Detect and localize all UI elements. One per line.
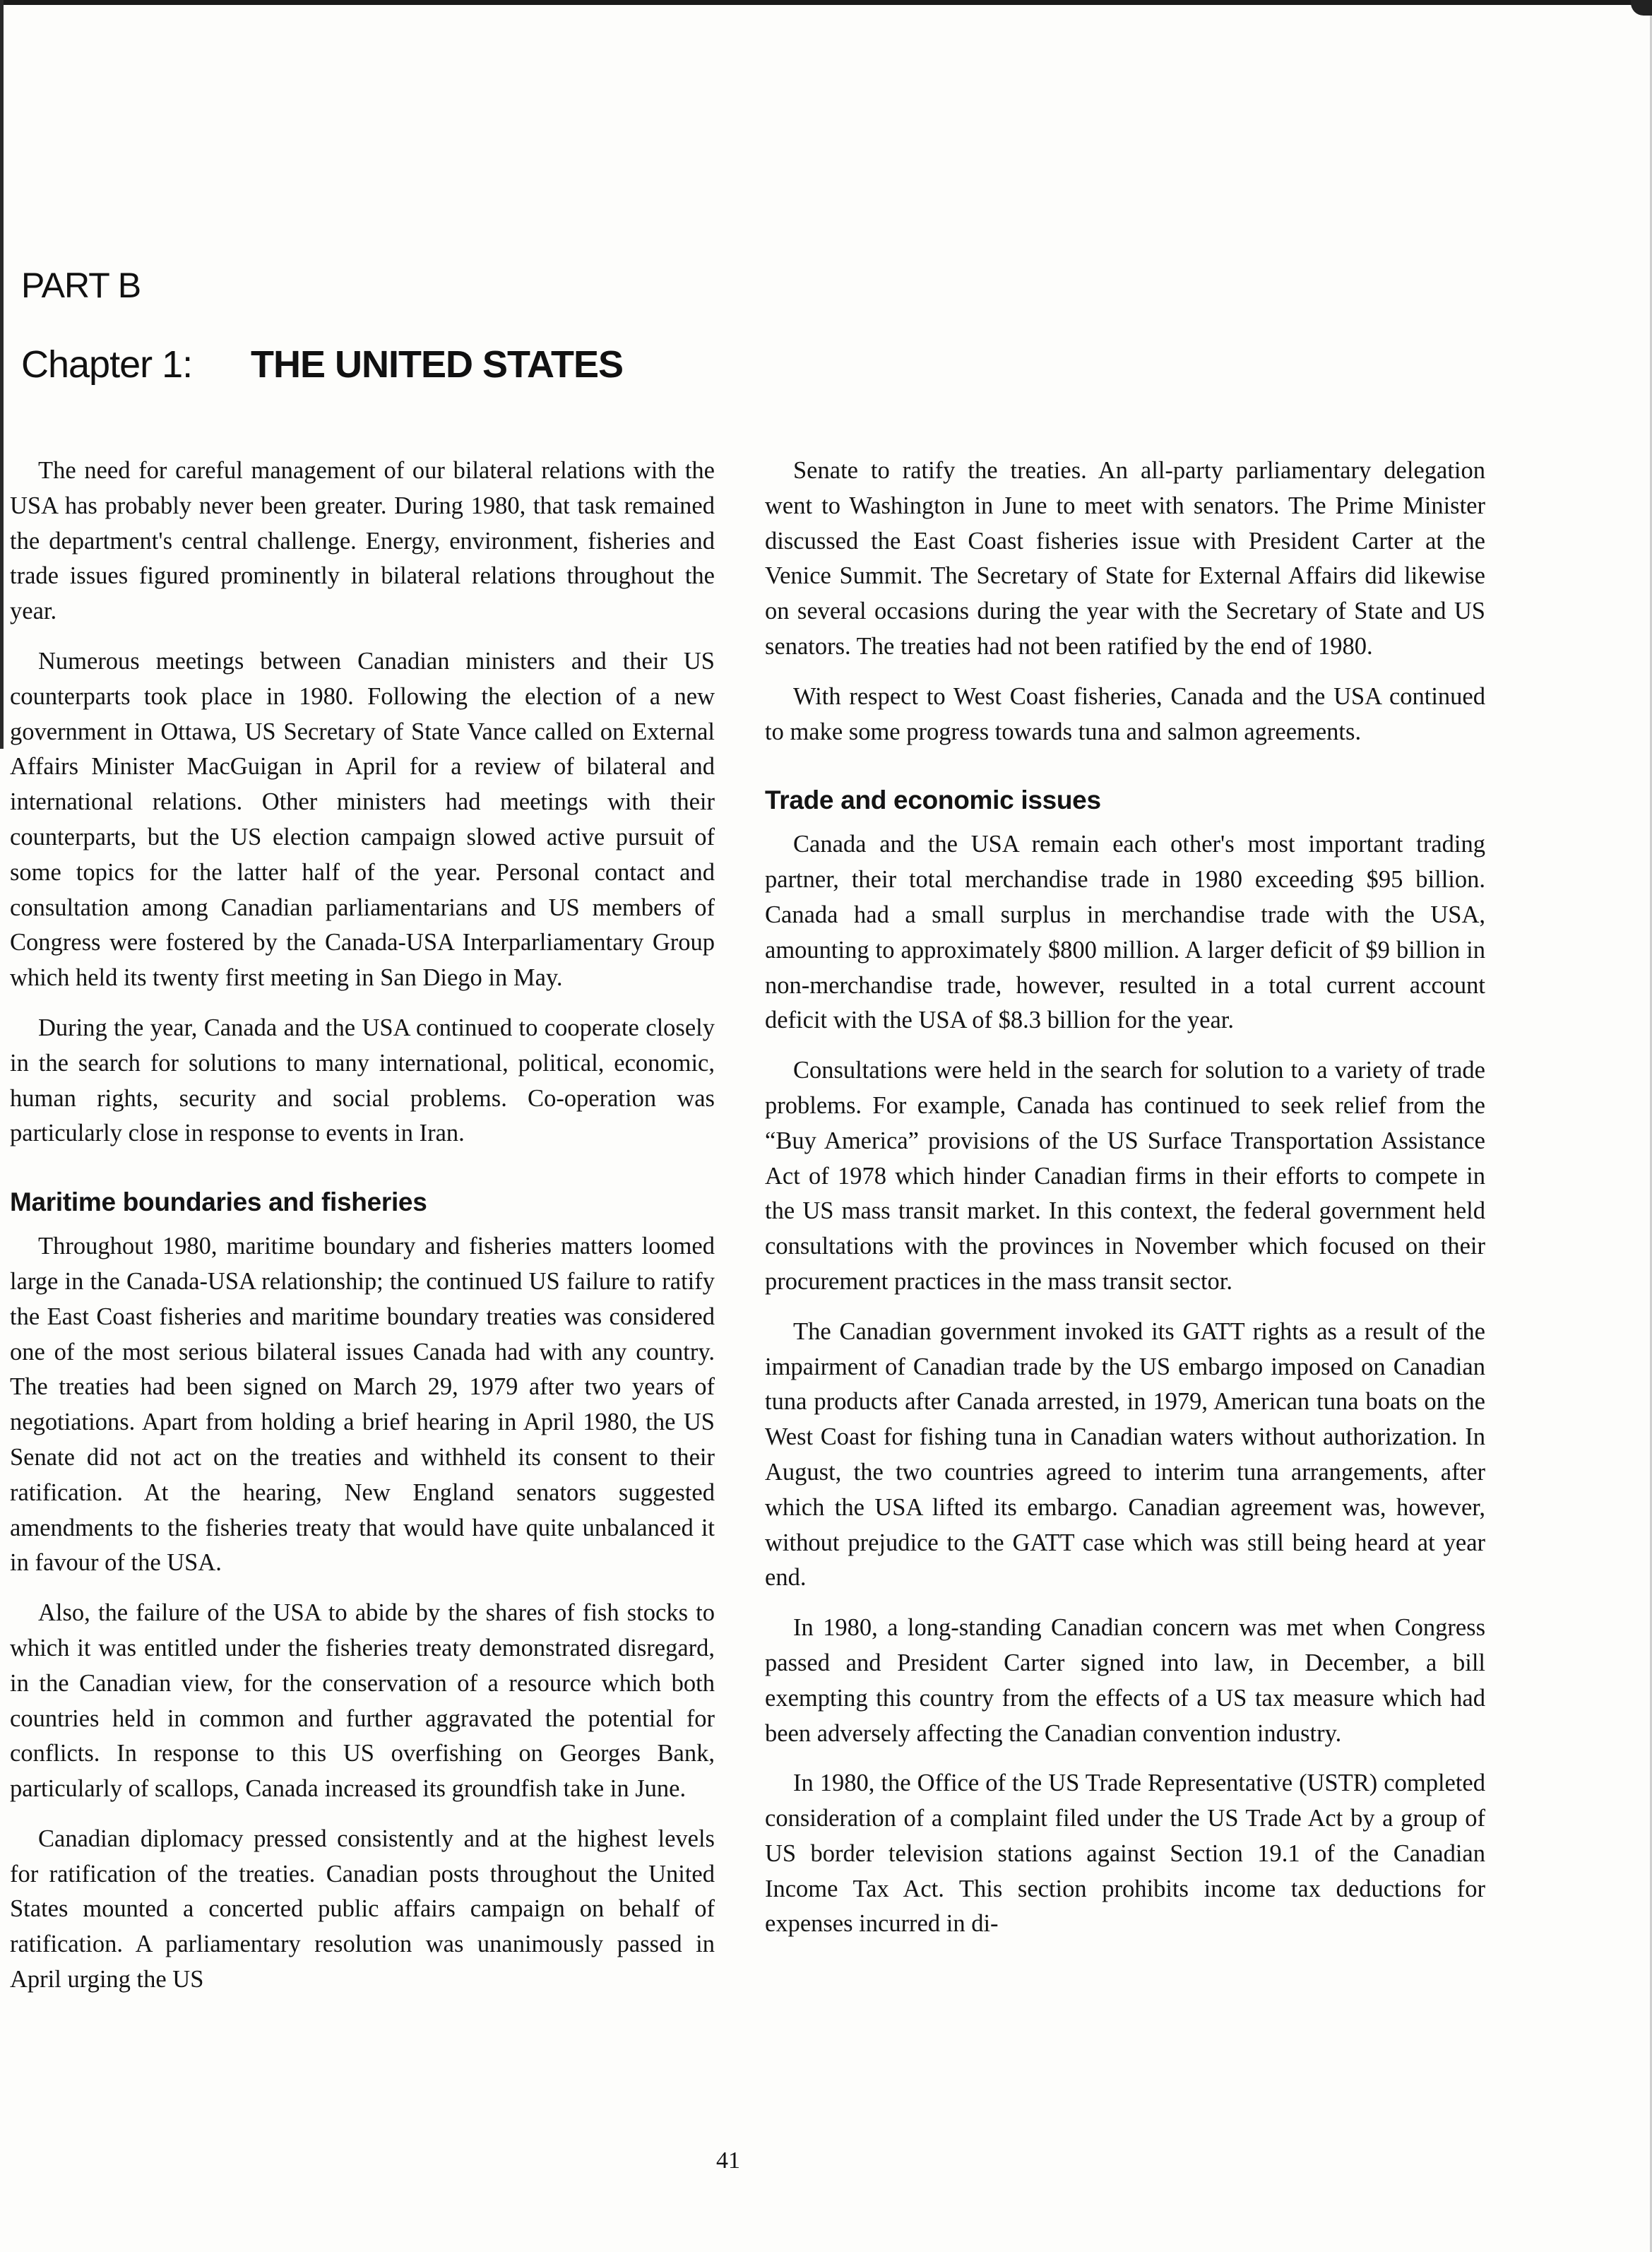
part-label: PART B [21, 266, 141, 305]
paragraph: Senate to ratify the treaties. An all-party parliamentary delegation went to Washington in June to meet with senators. The Prime Minister discussed the East Coast fisheries issue with President Carter at the Venice Summit. The Secretary of State for External Affairs did likewise on several occasions during the year with the Secretary of State and US senators. The treaties had not been ratified by the end of 1980. [765, 457, 1485, 660]
scan-edge-left [0, 0, 4, 749]
paragraph: Also, the failure of the USA to abide by the shares of fish stocks to which it was entitled under the fisheries treaty demonstrated disregard, in the Canadian view, for the conservation of a resource which both countries held in common and further aggravated the potential for conflicts. In response to this US overfishing on Georges Bank, particularly of scallops, Canada increased its groundfish take in June. [10, 1599, 715, 1803]
paragraph: Consultations were held in the search for solution to a variety of trade problems. For example, Canada has continued to seek relief from the “Buy America” provisions of the US Surface Transportation Assistance Act of 1978 which hinder Canadian firms in their efforts to compete in the US mass transit market. In this context, the federal government held consultations with the provinces in November which focused on their procurement practices in the mass transit sector. [765, 1057, 1485, 1295]
paragraph: Numerous meetings between Canadian ministers and their US counterparts took place in 1980. Following the election of a new government in Ottawa, US Secretary of State Vance called on External Affairs Minister MacGuigan in April for a review of bilateral and international relations. Other ministers had meetings with their counterparts, but the US election campaign slowed active pursuit of some topics for the latter half of the year. Personal contact and consultation among Canadian parliamentarians and US members of Congress were fostered by the Canada-USA Interparliamentary Group which held its twenty first meeting in San Diego in May. [10, 647, 715, 992]
paragraph: With respect to West Coast fisheries, Canada and the USA continued to make some progress towards tuna and salmon agreements. [765, 682, 1485, 745]
right-column [765, 454, 1485, 1957]
chapter-heading [21, 343, 623, 386]
paragraph: Canada and the USA remain each other's most important trading partner, their total merchandise trade in 1980 exceeding $95 billion. Canada had a small surplus in merchandise trade with the USA, amounting to approximately $800 million. A larger deficit of $9 billion in non-merchandise trade, however, resulted in a total current account deficit with the USA of $8.3 billion for the year. [765, 831, 1485, 1034]
paragraph: Throughout 1980, maritime boundary and fisheries matters loomed large in the Canada-USA relationship; the continued US failure to ratify the East Coast fisheries and maritime boundary treaties was considered one of the most serious bilateral issues Canada had with any country. The treaties had been signed on March 29, 1979 after two years of negotiations. Apart from holding a brief hearing in April 1980, the US Senate did not act on the treaties and withheld its consent to their ratification. At the hearing, New England senators suggested amendments to the fisheries treaty that would have quite unbalanced it in favour of the USA. [10, 1233, 715, 1577]
chapter-number: Chapter 1: [21, 343, 193, 386]
paragraph: In 1980, a long-standing Canadian concern was met when Congress passed and President Carter signed into law, in December, a bill exempting this country from the effects of a US tax measure which had been adversely affecting the Canadian convention industry. [765, 1614, 1485, 1747]
chapter-title: THE UNITED STATES [251, 343, 624, 386]
page-number: 41 [716, 2147, 740, 2174]
section-heading-trade: Trade and economic issues [765, 786, 1101, 815]
left-column [10, 454, 715, 2013]
scan-edge-top [0, 0, 1652, 5]
section-heading-maritime: Maritime boundaries and fisheries [10, 1187, 427, 1217]
paragraph: During the year, Canada and the USA continued to cooperate closely in the search for solutions to many international, political, economic, human rights, security and social problems. Co-operation was particularly close in response to events in Iran. [10, 1014, 715, 1147]
paragraph: The Canadian government invoked its GATT rights as a result of the impairment of Canadian trade by the US embargo imposed on Canadian tuna products after Canada arrested, in 1979, American tuna boats on the West Coast for fishing tuna in Canadian waters without authorization. In August, the two countries agreed to interim tuna arrangements, after which the USA lifted its embargo. Canadian agreement was, however, without prejudice to the GATT case which was still being heard at year end. [765, 1317, 1485, 1592]
paragraph: The need for careful management of our bilateral relations with the USA has probably never been greater. During 1980, that task remained the department's central challenge. Energy, environment, fisheries and trade issues figured prominently in bilateral relations throughout the year. [10, 457, 715, 625]
paragraph: In 1980, the Office of the US Trade Representative (USTR) completed consideration of a complaint filed under the US Trade Act by a group of US border television stations against Section 19.1 of the Canadian Income Tax Act. This section prohibits income tax deductions for expenses incurred in di- [765, 1770, 1485, 1938]
scan-corner-mark [1631, 0, 1652, 16]
paragraph: Canadian diplomacy pressed consistently and at the highest levels for ratification of the treaties. Canadian posts throughout the United States mounted a concerted public affairs campaign on behalf of ratification. A parliamentary resolution was unanimously passed in April urging the US [10, 1825, 715, 1993]
